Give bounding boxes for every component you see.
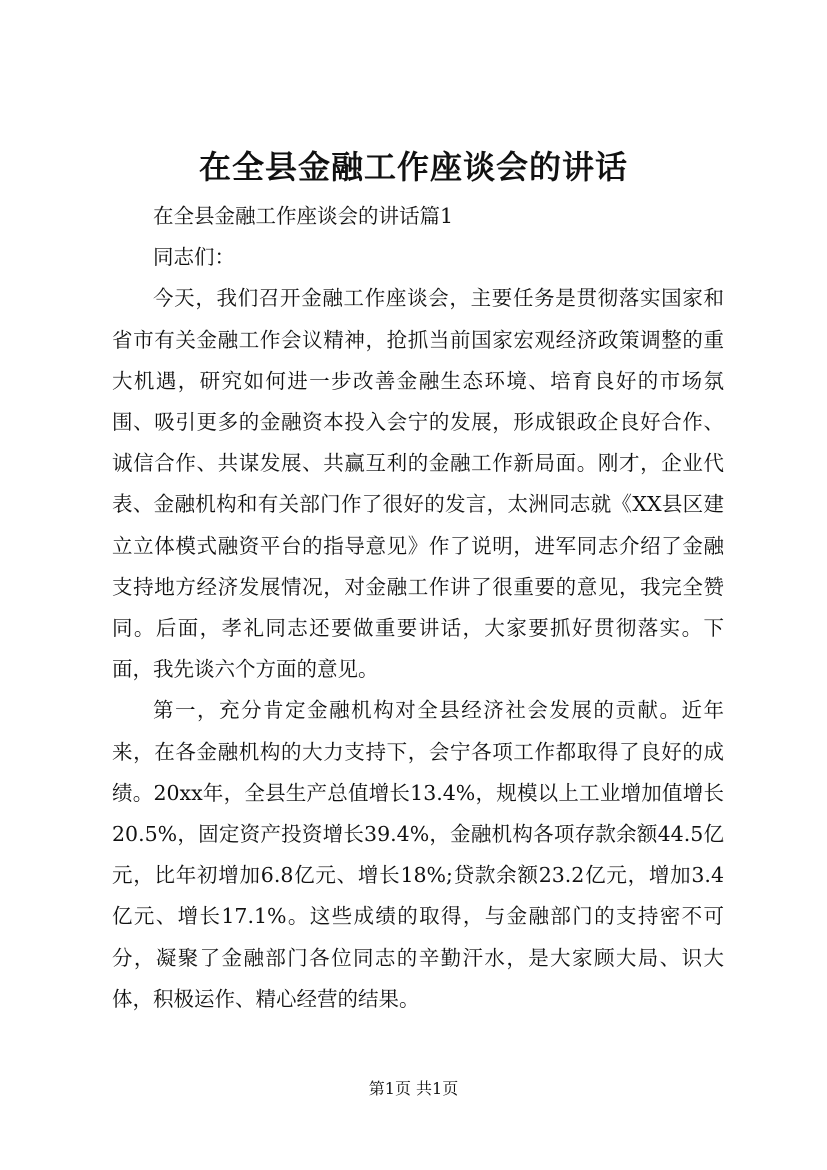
page-footer: 第1页 共1页	[368, 1079, 459, 1098]
document-title: 在全县金融工作座谈会的讲话	[198, 148, 628, 186]
paragraph-first-point: 第一，充分肯定金融机构对全县经济社会发展的贡献。近年来，在各金融机构的大力支持下，会宁各项工作都取得了良好的成绩。20xx年，全县生产总值增长13.4%，规模以上工业增加值增长20.5%，固定资产投资增长39.4%，金融机构各项存款余额44.5亿元，比年初增加6.8亿元、增长18%;贷款余额23.2亿元，增加3.4亿元、增长17.1%。这些成绩的取得，与金融部门的支持密不可分，凝聚了金融部门各位同志的辛勤汗水，是大家顾大局、识大体，积极运作、精心经营的结果。	[112, 698, 724, 1011]
salutation: 同志们：	[153, 245, 235, 270]
document-subtitle: 在全县金融工作座谈会的讲话篇1	[153, 204, 454, 228]
document-body	[112, 196, 724, 1020]
paragraph-opening: 今天，我们召开金融工作座谈会，主要任务是贯彻落实国家和省市有关金融工作会议精神，抢抓当前国家宏观经济政策调整的重大机遇，研究如何进一步改善金融生态环境、培育良好的市场氛围、吸引更多的金融资本投入会宁的发展，形成银政企良好合作、诚信合作、共谋发展、共赢互利的金融工作新局面。刚才，企业代表、金融机构和有关部门作了很好的发言，太洲同志就《XX县区建立立体模式融资平台的指导意见》作了说明，进军同志介绍了金融支持地方经济发展情况，对金融工作讲了很重要的意见，我完全赞同。后面，孝礼同志还要做重要讲话，大家要抓好贯彻落实。下面，我先谈六个方面的意见。	[112, 286, 724, 682]
